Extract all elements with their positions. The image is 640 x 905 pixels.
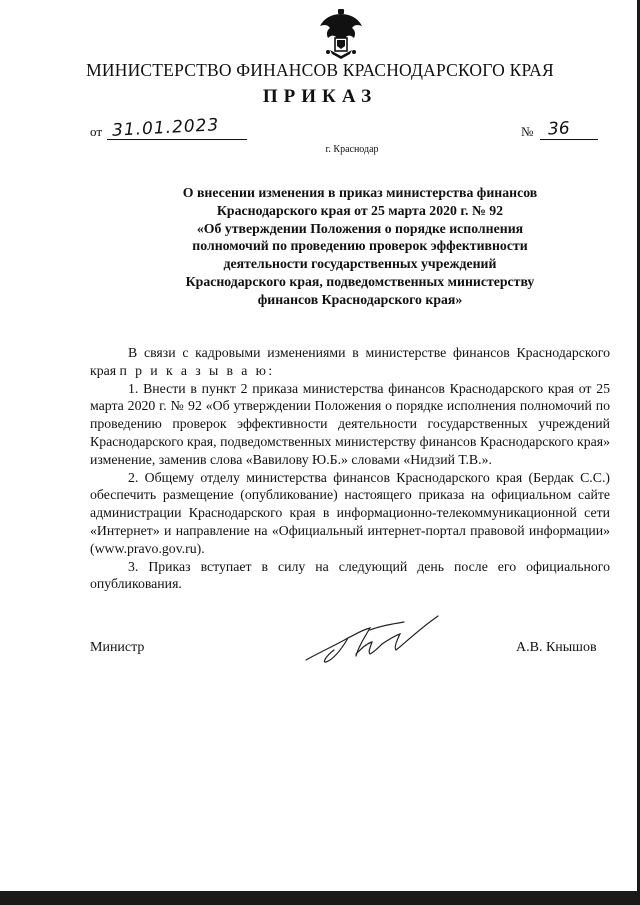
scan-border-bottom: [0, 891, 640, 905]
item-2: 2. Общему отделу министерства финансов Краснодарского края (Бердак С.С.) обеспечить размещение (опубликование) настоящего приказа на официальном сайте администрации Краснодарского края в информационно-телекоммуникационной сети «Интернет» и направление на «Официальный интернет-портал правовой информации» (www.pravo.gov.ru).: [90, 469, 610, 556]
number-prefix: №: [521, 124, 534, 139]
ministry-name: МИНИСТЕРСТВО ФИНАНСОВ КРАСНОДАРСКОГО КРАЯ: [86, 60, 554, 80]
heading-line: финансов Краснодарского края»: [257, 291, 463, 307]
order-body: [90, 344, 610, 593]
heading-line: «Об утверждении Положения о порядке исполнения: [196, 220, 524, 236]
handwritten-signature-icon: [300, 608, 450, 668]
order-date: 31.01.2023: [111, 115, 220, 141]
signatory-name: А.В. Кнышов: [516, 640, 597, 655]
item-1: 1. Внести в пункт 2 приказа министерства финансов Краснодарского края от 25 марта 2020 г. № 92 «Об утверждении Положения о порядке исполнения полномочий по проведению проверок эффективности деятельности государственных учреждений Краснодарского края, подведомственных министерству финансов Краснодарского края» изменение, заменив слова «Вавилову Ю.Б.» словами «Нидзий Т.В.».: [90, 380, 610, 467]
heading-line: деятельности государственных учреждений: [223, 256, 497, 272]
heading-line: полномочий по проведению проверок эффективности: [192, 238, 528, 254]
signatory-title: Министр: [90, 640, 145, 655]
item-3: 3. Приказ вступает в силу на следующий день после его официального опубликования.: [90, 558, 610, 592]
order-title: ПРИКАЗ: [262, 86, 378, 107]
coat-of-arms-icon: [318, 8, 364, 60]
order-verb: п р и к а з ы в а ю:: [119, 362, 275, 378]
heading-line: Краснодарского края от 25 марта 2020 г. № 92: [216, 202, 504, 218]
date-prefix: от: [90, 124, 103, 139]
order-number: 36: [547, 118, 571, 140]
order-heading: [90, 184, 630, 309]
intro-paragraph: [90, 344, 610, 380]
city: г. Краснодар: [325, 144, 379, 155]
heading-line: О внесении изменения в приказ министерства финансов: [182, 185, 538, 200]
heading-line: Краснодарского края, подведомственных министерству: [185, 273, 535, 289]
intro-text: В связи с кадровыми изменениями в министерстве финансов Краснодарского края: [90, 345, 610, 378]
